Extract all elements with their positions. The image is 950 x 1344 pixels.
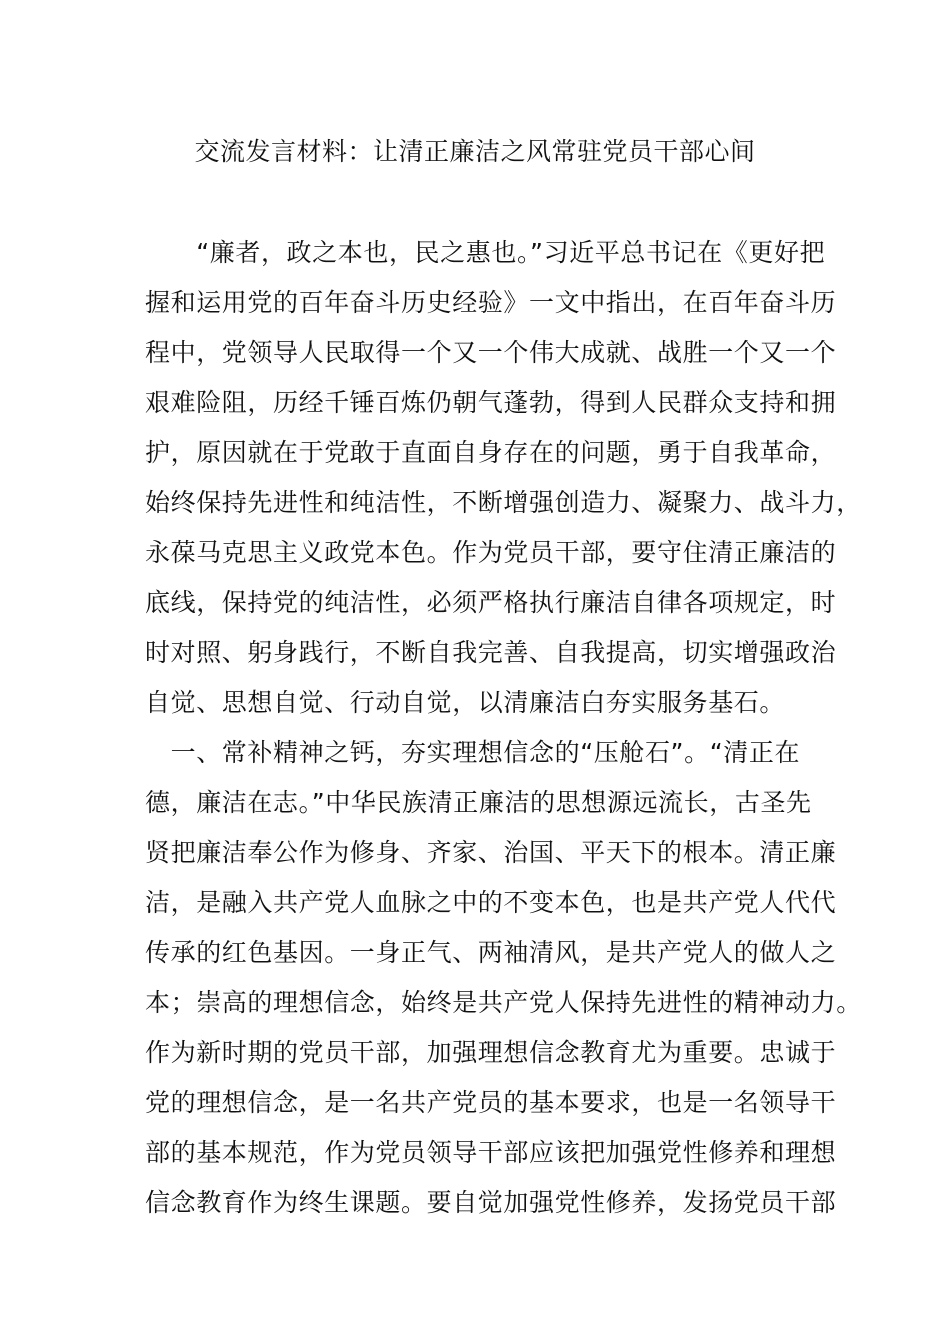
text-line: 时对照、躬身践行，不断自我完善、自我提高，切实增强政治 bbox=[145, 638, 837, 667]
text-line: 传承的红色基因。一身正气、两袖清风，是共产党人的做人之 bbox=[145, 938, 837, 967]
text-line: 本；崇高的理想信念，始终是共产党人保持先进性的精神动力。 bbox=[145, 988, 862, 1017]
text-line: 作为新时期的党员干部，加强理想信念教育尤为重要。忠诚于 bbox=[145, 1038, 837, 1067]
document-body bbox=[145, 228, 862, 1228]
text-line: 程中，党领导人民取得一个又一个伟大成就、战胜一个又一个 bbox=[145, 338, 837, 367]
text-line: “廉者，政之本也，民之惠也。”习近平总书记在《更好把 bbox=[145, 238, 826, 267]
text-line: 底线，保持党的纯洁性，必须严格执行廉洁自律各项规定，时 bbox=[145, 588, 837, 617]
text-line: 护，原因就在于党敢于直面自身存在的问题，勇于自我革命， bbox=[145, 438, 837, 467]
text-line: 部的基本规范，作为党员领导干部应该把加强党性修养和理想 bbox=[145, 1138, 837, 1167]
text-line: 始终保持先进性和纯洁性，不断增强创造力、凝聚力、战斗力， bbox=[145, 488, 862, 517]
text-line: 永葆马克思主义政党本色。作为党员干部，要守住清正廉洁的 bbox=[145, 538, 837, 567]
text-line: 洁，是融入共产党人血脉之中的不变本色，也是共产党人代代 bbox=[145, 888, 837, 917]
text-line: 党的理想信念，是一名共产党员的基本要求，也是一名领导干 bbox=[145, 1088, 837, 1117]
text-line: 艰难险阻，历经千锤百炼仍朝气蓬勃，得到人民群众支持和拥 bbox=[145, 388, 837, 417]
document-title: 交流发言材料：让清正廉洁之风常驻党员干部心间 bbox=[194, 137, 756, 166]
text-line: 自觉、思想自觉、行动自觉，以清廉洁白夯实服务基石。 bbox=[145, 688, 786, 717]
text-line: 握和运用党的百年奋斗历史经验》一文中指出，在百年奋斗历 bbox=[145, 288, 837, 317]
text-line: 德，廉洁在志。”中华民族清正廉洁的思想源远流长，古圣先 bbox=[145, 788, 812, 817]
text-line: 贤把廉洁奉公作为修身、齐家、治国、平天下的根本。清正廉 bbox=[145, 838, 837, 867]
text-line: 一、常补精神之钙，夯实理想信念的“压舱石”。“清正在 bbox=[145, 738, 801, 767]
text-line: 信念教育作为终生课题。要自觉加强党性修养，发扬党员干部 bbox=[145, 1188, 837, 1217]
